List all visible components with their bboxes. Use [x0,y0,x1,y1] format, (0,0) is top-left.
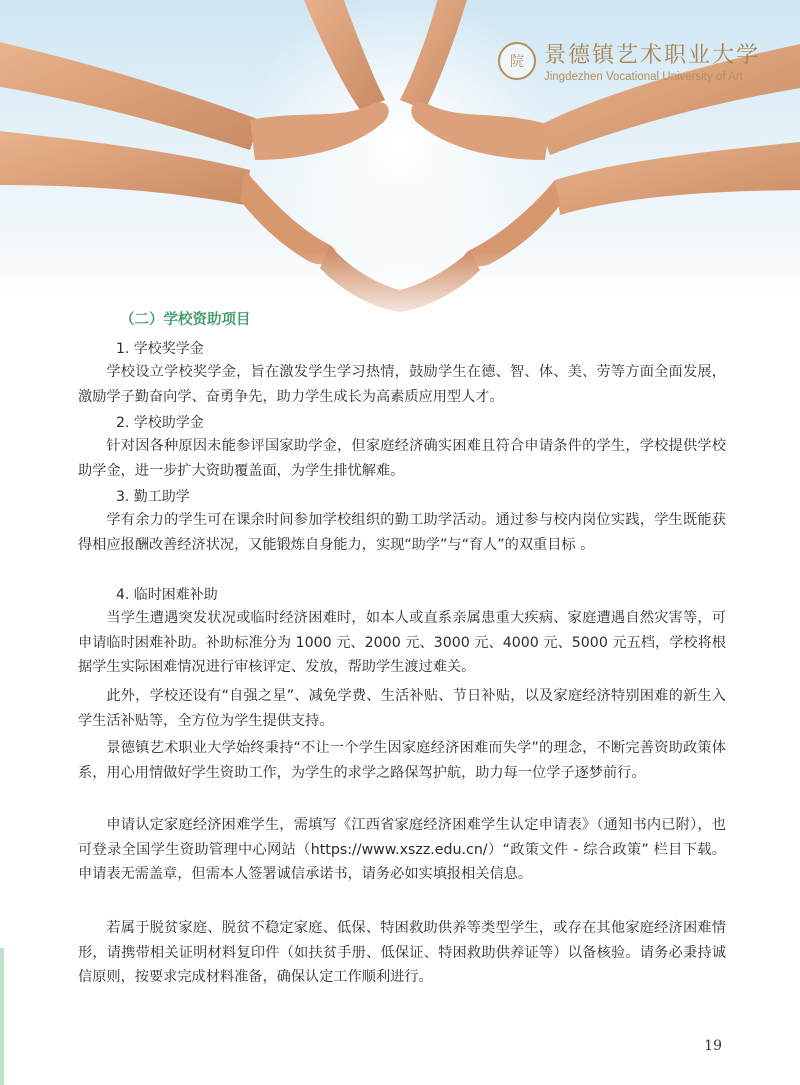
item-heading: 3. 勤工助学 [116,489,190,505]
decorative-side-bar [0,948,4,1085]
item-text: 当学生遭遇突发状况或临时经济困难时，如本人或直系亲属患重大疾病、家庭遭遇自然灾害等，可申请临时困难补助。补助标准分为 1000 元、2000 元、3000 元、4000 元、5000 元五档，学校将根据学生实际困难情况进行审核评定、发放，帮助学生渡过难关。 [78,610,726,675]
item-heading: 1. 学校奖学金 [116,341,204,357]
item-heading: 4. 临时困难补助 [116,587,218,603]
university-logo [498,38,760,83]
paragraph: 申请认定家庭经济困难学生，需填写《江西省家庭经济困难学生认定申请表》（通知书内已附），也可登录全国学生资助管理中心网站（https://www.xszz.edu.cn/）“政策文件 - 综合政策” 栏目下载。申请表无需盖章，但需本人签署诚信承诺书，请务必如实填报相关信息。 [78,817,726,882]
hero-image [0,0,800,330]
paragraph: 若属于脱贫家庭、脱贫不稳定家庭、低保、特困救助供养等类型学生，或存在其他家庭经济困难情形，请携带相关证明材料复印件（如扶贫手册、低保证、特困救助供养证等）以备核验。请务必秉持诚信原则，按要求完成材料准备，确保认定工作顺利进行。 [78,920,726,985]
item-text: 针对因各种原因未能参评国家助学金，但家庭经济确实困难且符合申请条件的学生，学校提供学校助学金，进一步扩大资助覆盖面，为学生排忧解难。 [78,438,726,479]
paragraph: 此外，学校还设有“自强之星”、减免学费、生活补贴、节日补贴，以及家庭经济特别困难的新生入学生活补贴等，全方位为学生提供支持。 [78,688,726,729]
item-text: 学有余力的学生可在课余时间参加学校组织的勤工助学活动。通过参与校内岗位实践，学生既能获得相应报酬改善经济状况，又能锻炼自身能力，实现“助学”与“育人”的双重目标 。 [78,512,726,553]
section-title: （二）学校资助项目 [120,312,251,328]
page-number: 19 [704,1038,722,1054]
logo-english-name: Jingdezhen Vocational University of Art [543,71,743,83]
paragraph: 景德镇艺术职业大学始终秉持“不让一个学生因家庭经济困难而失学”的理念，不断完善资助政策体系，用心用情做好学生资助工作，为学生的求学之路保驾护航，助力每一位学子逐梦前行。 [78,740,726,781]
seal-icon: 院 [498,42,536,80]
item-heading: 2. 学校助学金 [116,415,204,431]
logo-chinese-name: 景德镇艺术职业大学 [543,43,760,68]
item-text: 学校设立学校奖学金，旨在激发学生学习热情，鼓励学生在德、智、体、美、劳等方面全面发展，激励学子勤奋向学、奋勇争先，助力学生成长为高素质应用型人才。 [78,364,726,405]
